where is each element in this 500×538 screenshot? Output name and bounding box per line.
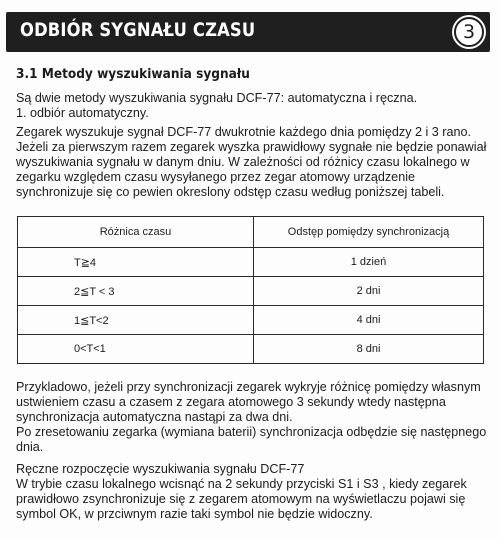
chapter-number-badge: 3 xyxy=(454,17,484,47)
text-line: Przykladowo, jeżeli przy synchronizacji zegarek wykryje różnicę pomiędzy własnym xyxy=(16,380,481,394)
sync-interval-cell: 8 dni xyxy=(254,335,484,364)
text-line: Zegarek wyszukuje sygnał DCF-77 dwukrotnie każdego dnia pomiędzy 2 i 3 rano. xyxy=(16,125,472,139)
text-line: Ręczne rozpoczęcie wyszukiwania sygnału DCF-77 xyxy=(16,462,305,476)
text-line: dnia. xyxy=(16,440,44,454)
time-difference-cell: 0<T<1 xyxy=(18,335,254,364)
time-difference-cell: 1≦T<2 xyxy=(18,306,254,335)
text-line: synchronizacja automatyczna nastąpi za dwa dni. xyxy=(16,410,293,424)
example-paragraph xyxy=(16,380,486,455)
table-row xyxy=(18,277,484,306)
section-title: 3.1 Metody wyszukiwania sygnału xyxy=(16,66,250,82)
text-line: synchronizuje się co pewien okreslony odstęp czasu według poniższej tabeli. xyxy=(16,185,445,199)
time-difference-cell: 2≦T < 3 xyxy=(18,277,254,306)
sync-interval-cell: 1 dzień xyxy=(254,248,484,277)
chapter-title: ODBIÓR SYGNAŁU CZASU xyxy=(20,19,256,41)
text-line: ustwieniem czasu a czasem z zegara atomowego 3 sekundy wtedy następna xyxy=(16,395,446,409)
text-line: W trybie czasu lokalnego wcisnąć na 2 sekundy przyciski S1 i S3 , kiedy zegarek xyxy=(16,477,467,491)
automatic-reception-paragraph xyxy=(16,125,486,200)
sync-interval-cell: 2 dni xyxy=(254,277,484,306)
intro-paragraph xyxy=(16,91,486,121)
text-line: prawidłowo zsynchronizuje się z zegarem atomowym na wyświetlaczu pojawi się xyxy=(16,492,466,506)
table-header-row xyxy=(18,217,484,248)
sync-interval-cell: 4 dni xyxy=(254,306,484,335)
time-difference-cell: T≧4 xyxy=(18,248,254,277)
text-line: Po zresetowaniu zegarka (wymiana baterii) synchronizacja odbędzie się następnego xyxy=(16,425,487,439)
sync-interval-table xyxy=(17,216,484,364)
text-line: Są dwie metody wyszukiwania sygnału DCF-77: automatyczna i ręczna. xyxy=(16,91,418,105)
table-row xyxy=(18,335,484,364)
text-line: symbol OK, w przciwnym razie taki symbol nie będzie widoczny. xyxy=(16,507,373,521)
manual-reception-paragraph xyxy=(16,462,486,522)
table-row xyxy=(18,306,484,335)
text-line: wyszukiwania sygnału w danym dniu. W zależności od różnicy czasu lokalnego w xyxy=(16,155,470,169)
column-header-sync-interval: Odstęp pomiędzy synchronizacją xyxy=(254,217,484,248)
text-line: 1. odbiór automatyczny. xyxy=(16,106,149,120)
chapter-header xyxy=(6,12,490,52)
table-row xyxy=(18,248,484,277)
text-line: Jeżeli za pierwszym razem zegarek wyszka prawidłowy sygnałe nie będzie ponawiał xyxy=(16,140,487,154)
column-header-time-difference: Różnica czasu xyxy=(18,217,254,248)
text-line: zegarku względem czasu wysyłanego przez zegar atomowy urządzenie xyxy=(16,170,415,184)
